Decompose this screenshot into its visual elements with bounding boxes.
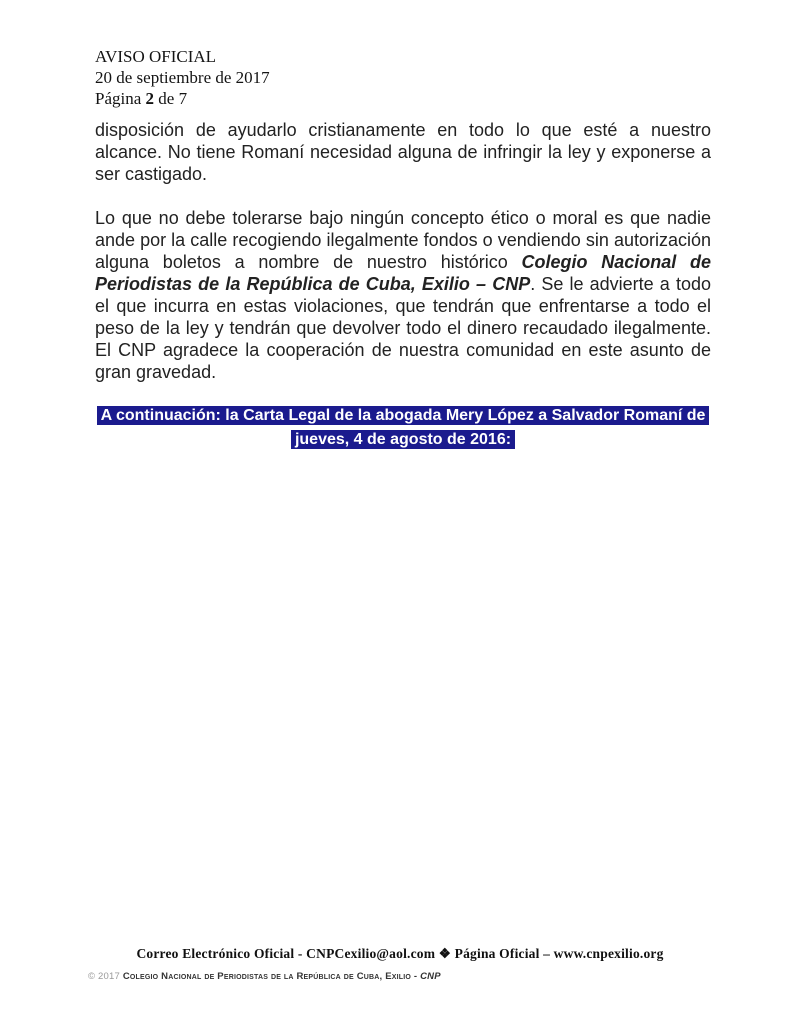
organization-name-emphasis: Colegio Nacional de Periodistas de la República de Cuba, Exilio – CNP: [95, 252, 711, 294]
page-number: 2: [145, 89, 155, 108]
notice-title: AVISO OFICIAL: [95, 47, 217, 66]
copyright-year: © 2017: [88, 971, 120, 982]
paragraph-advertencia: [95, 207, 711, 383]
footer-copyright: [88, 971, 800, 982]
announcement-banner: [95, 404, 711, 452]
page-indicator-suffix: de 7: [158, 89, 188, 108]
document-footer: [0, 946, 800, 982]
announcement-line-1: A continuación: la Carta Legal de la abogada Mery López a Salvador Romaní de: [97, 406, 710, 425]
document-body: [95, 119, 711, 452]
paragraph-advertencia-text-2: . Se le advierte a todo el que incurra en estas violaciones, que tendrán que enfrentarse a todo el peso de la ley y tendrán que devolver todo el dinero recaudado ilegalmente. El CNP agradece la cooperación de nuestra comunidad en este asunto de gran gravedad.: [95, 274, 711, 382]
document-header: [95, 0, 800, 109]
paragraph-disposicion: disposición de ayudarlo cristianamente en todo lo que esté a nuestro alcance. No tiene Romaní necesidad alguna de infringir la ley y exponerse a ser castigado.: [95, 120, 711, 184]
copyright-organization: Colegio Nacional de Periodistas de la República de Cuba, Exilio -: [122, 971, 421, 982]
page-indicator: [95, 88, 800, 109]
paragraph-advertencia-text-1: Lo que no debe tolerarse bajo ningún concepto ético o moral es que nadie ande por la calle recogiendo ilegalmente fondos o vendiendo sin autorización alguna boletos a nombre de nuestro histórico: [95, 208, 711, 272]
notice-date: 20 de septiembre de 2017: [95, 68, 270, 87]
page-indicator-prefix: Página: [95, 89, 142, 108]
announcement-line-2: jueves, 4 de agosto de 2016:: [291, 430, 515, 449]
copyright-cnp-abbreviation: CNP: [420, 971, 441, 982]
footer-contact-line: Correo Electrónico Oficial - CNPCexilio@aol.com ❖ Página Oficial – www.cnpexilio.org: [136, 946, 664, 961]
